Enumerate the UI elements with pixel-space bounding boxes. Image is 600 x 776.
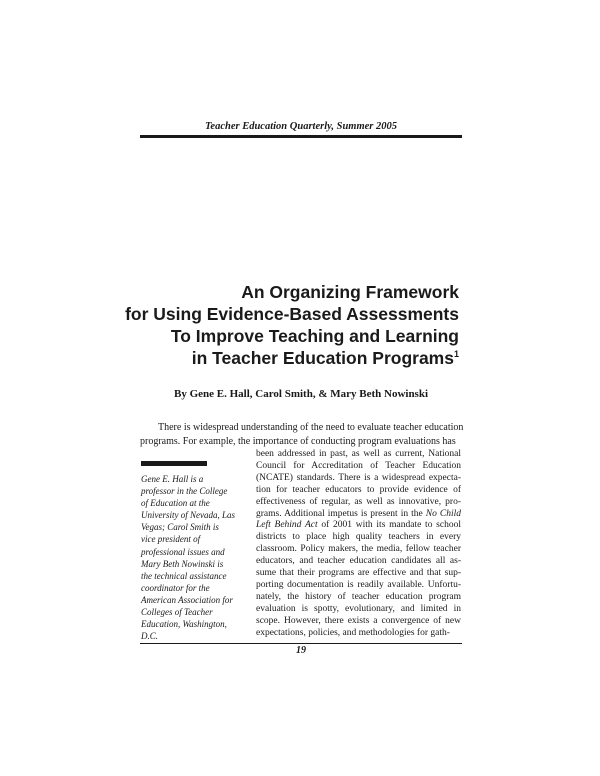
bio-line: D.C. (141, 631, 159, 642)
intro-line: There is widespread understanding of the need to evaluate teacher education (158, 422, 464, 433)
body-line: classroom. Policy makers, the media, fellow teacher (256, 544, 461, 555)
body-line: nately, the history of teacher education program (256, 591, 461, 602)
bio-line: professor in the College (141, 486, 228, 497)
bio-line: of Education at the (141, 498, 210, 509)
title-line: for Using Evidence-Based Assessments (125, 304, 459, 324)
body-column (256, 449, 461, 640)
bio-line: vice president of (141, 534, 201, 545)
journal-header: Teacher Education Quarterly, Summer 2005 (204, 121, 398, 132)
bio-line: Vegas; Carol Smith is (141, 522, 219, 533)
sidebar-rule (141, 461, 207, 466)
bio-line: Education, Washington, (141, 619, 227, 630)
bio-line: Mary Beth Nowinski is (141, 558, 224, 569)
intro-paragraph (140, 421, 462, 449)
bio-line: the technical assistance (141, 570, 227, 581)
body-line: effectiveness of regular, as well as innovative, pro- (256, 496, 461, 507)
body-line: porting documentation is readily available. Unfortu- (256, 579, 461, 590)
body-line (256, 520, 461, 532)
body-line: evaluation is spotty, evolutionary, and limited in (256, 603, 461, 614)
intro-line: programs. For example, the importance of conducting program evaluations has (140, 436, 456, 447)
page-number: 19 (296, 645, 306, 656)
body-line: (NCATE) standards. There is a widespread expecta- (256, 472, 461, 483)
body-line: Council for Accreditation of Teacher Education (256, 460, 461, 471)
byline: By Gene E. Hall, Carol Smith, & Mary Beth Nowinski (173, 388, 429, 400)
bio-line: coordinator for the (141, 582, 210, 593)
bio-line: Gene E. Hall is a (141, 474, 204, 484)
bio-line: Colleges of Teacher (141, 607, 213, 618)
law-title-italic: No Child (425, 508, 461, 519)
article-title (119, 281, 459, 369)
bio-line: professional issues and (141, 546, 225, 557)
title-line: To Improve Teaching and Learning (170, 326, 459, 346)
bio-line: University of Nevada, Las (141, 510, 235, 521)
author-bio-sidebar (141, 473, 253, 642)
footer-rule (140, 643, 462, 644)
title-line (119, 347, 459, 369)
header-rule (140, 135, 462, 138)
body-line: tion for teacher educators to provide evidence of (256, 484, 461, 495)
body-line: scope. However, there exists a convergence of new (256, 615, 461, 626)
body-line: sume that their programs are effective and that sup- (256, 568, 461, 579)
body-line: educators, and teacher education candidates all as- (256, 556, 461, 567)
body-text: grams. Additional impetus is present in the (256, 508, 426, 519)
body-line: expectations, policies, and methodologies for gath- (256, 627, 450, 638)
body-text: of 2001 with its mandate to school (317, 520, 461, 531)
title-line: An Organizing Framework (241, 282, 459, 302)
law-title-italic: Left Behind Act (256, 520, 318, 531)
footnote-marker: 1 (453, 349, 459, 360)
title-line-text: in Teacher Education Programs (191, 348, 454, 368)
body-line: districts to place high quality teachers in every (256, 532, 461, 543)
body-line: been addressed in past, as well as current, National (256, 449, 461, 459)
body-line (256, 509, 461, 521)
bio-line: American Association for (141, 594, 233, 605)
